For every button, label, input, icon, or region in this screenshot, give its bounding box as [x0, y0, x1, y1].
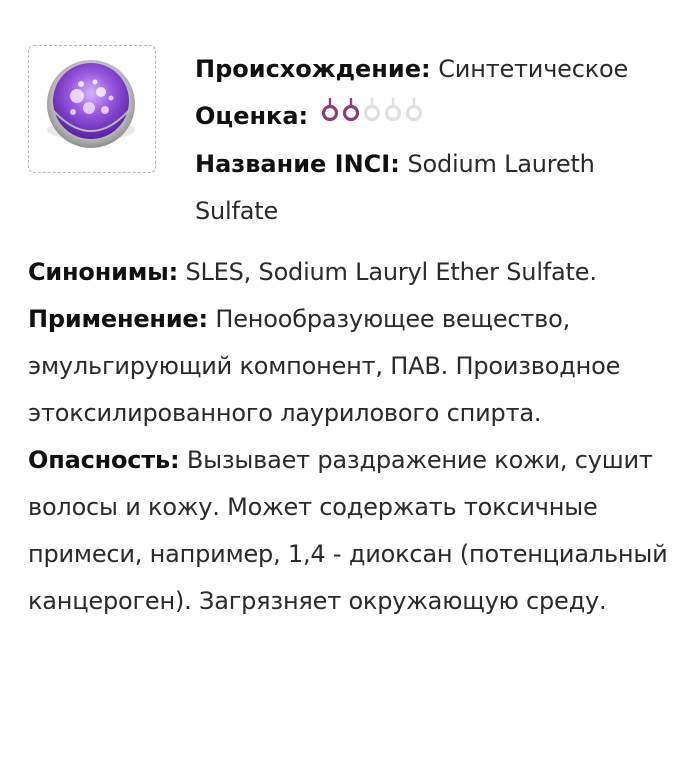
synonyms-label: Синонимы: [28, 258, 179, 286]
drop-icon-filled [320, 98, 340, 122]
danger-label: Опасность: [28, 446, 180, 474]
inci-label: Название INCI: [195, 149, 400, 178]
synonyms-value: SLES, Sodium Lauryl Ether Sulfate. [185, 258, 597, 286]
usage-label: Применение: [28, 305, 208, 333]
inci-row [195, 141, 665, 235]
rating-drops [320, 91, 425, 138]
synonyms-paragraph [28, 249, 668, 296]
origin-value: Синтетическое [438, 55, 629, 83]
drop-icon-empty [362, 98, 382, 122]
danger-value: Вызывает раздражение кожи, сушит волосы и кожу. Может содержать токсичные примеси, например, 1,4 - диоксан (потенциальный канцероген). Загрязняет окружающую среду. [28, 446, 668, 615]
danger-paragraph [28, 437, 668, 625]
origin-label: Происхождение: [195, 55, 431, 83]
ingredient-details [28, 249, 668, 625]
drop-icon-empty [383, 98, 403, 122]
usage-paragraph [28, 296, 668, 437]
ingredient-bowl-icon [29, 46, 154, 171]
origin-row [195, 46, 665, 93]
rating-label: Оценка: [195, 102, 309, 130]
drop-icon-filled [341, 98, 361, 122]
drop-icon-empty [404, 98, 424, 122]
rating-row [195, 93, 665, 141]
inci-value: Sodium Laureth Sulfate [195, 149, 595, 225]
ingredient-header [195, 46, 665, 235]
ingredient-image [28, 45, 156, 173]
usage-value: Пенообразующее вещество, эмульгирующий компонент, ПАВ. Производное этоксилированного лаурилового спирта. [28, 305, 621, 427]
